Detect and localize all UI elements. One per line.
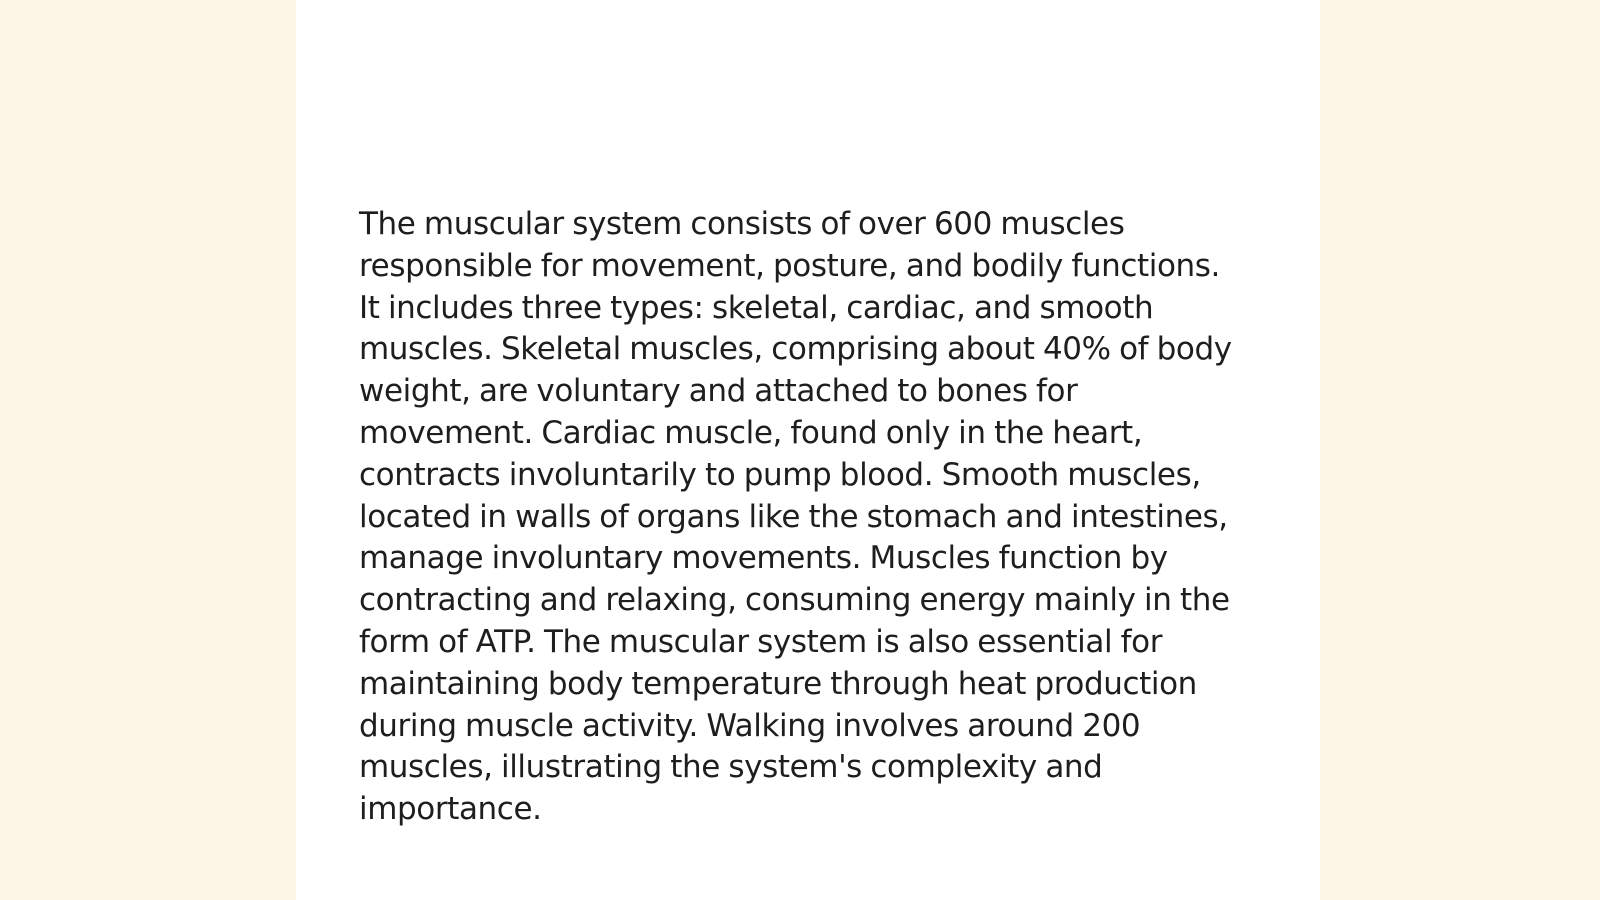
body-paragraph: The muscular system consists of over 600 muscles responsible for movement, posture, and bodily functions. It includes three types: skeletal, cardiac, and smooth muscles. Skeletal muscles, comprising about 40% of body weight, are voluntary and attached to bones for movement. Cardiac muscle, found only in the heart, contracts involuntarily to pump blood. Smooth muscles, located in walls of organs like the stomach and intestines, manage involuntary movements. Muscles function by contracting and relaxing, consuming energy mainly in the form of ATP. The muscular system is also essential for maintaining body temperature through heat production during muscle activity. Walking involves around 200 muscles, illustrating the system's complexity and importance. [359,206,1232,828]
document-page [296,0,1320,900]
